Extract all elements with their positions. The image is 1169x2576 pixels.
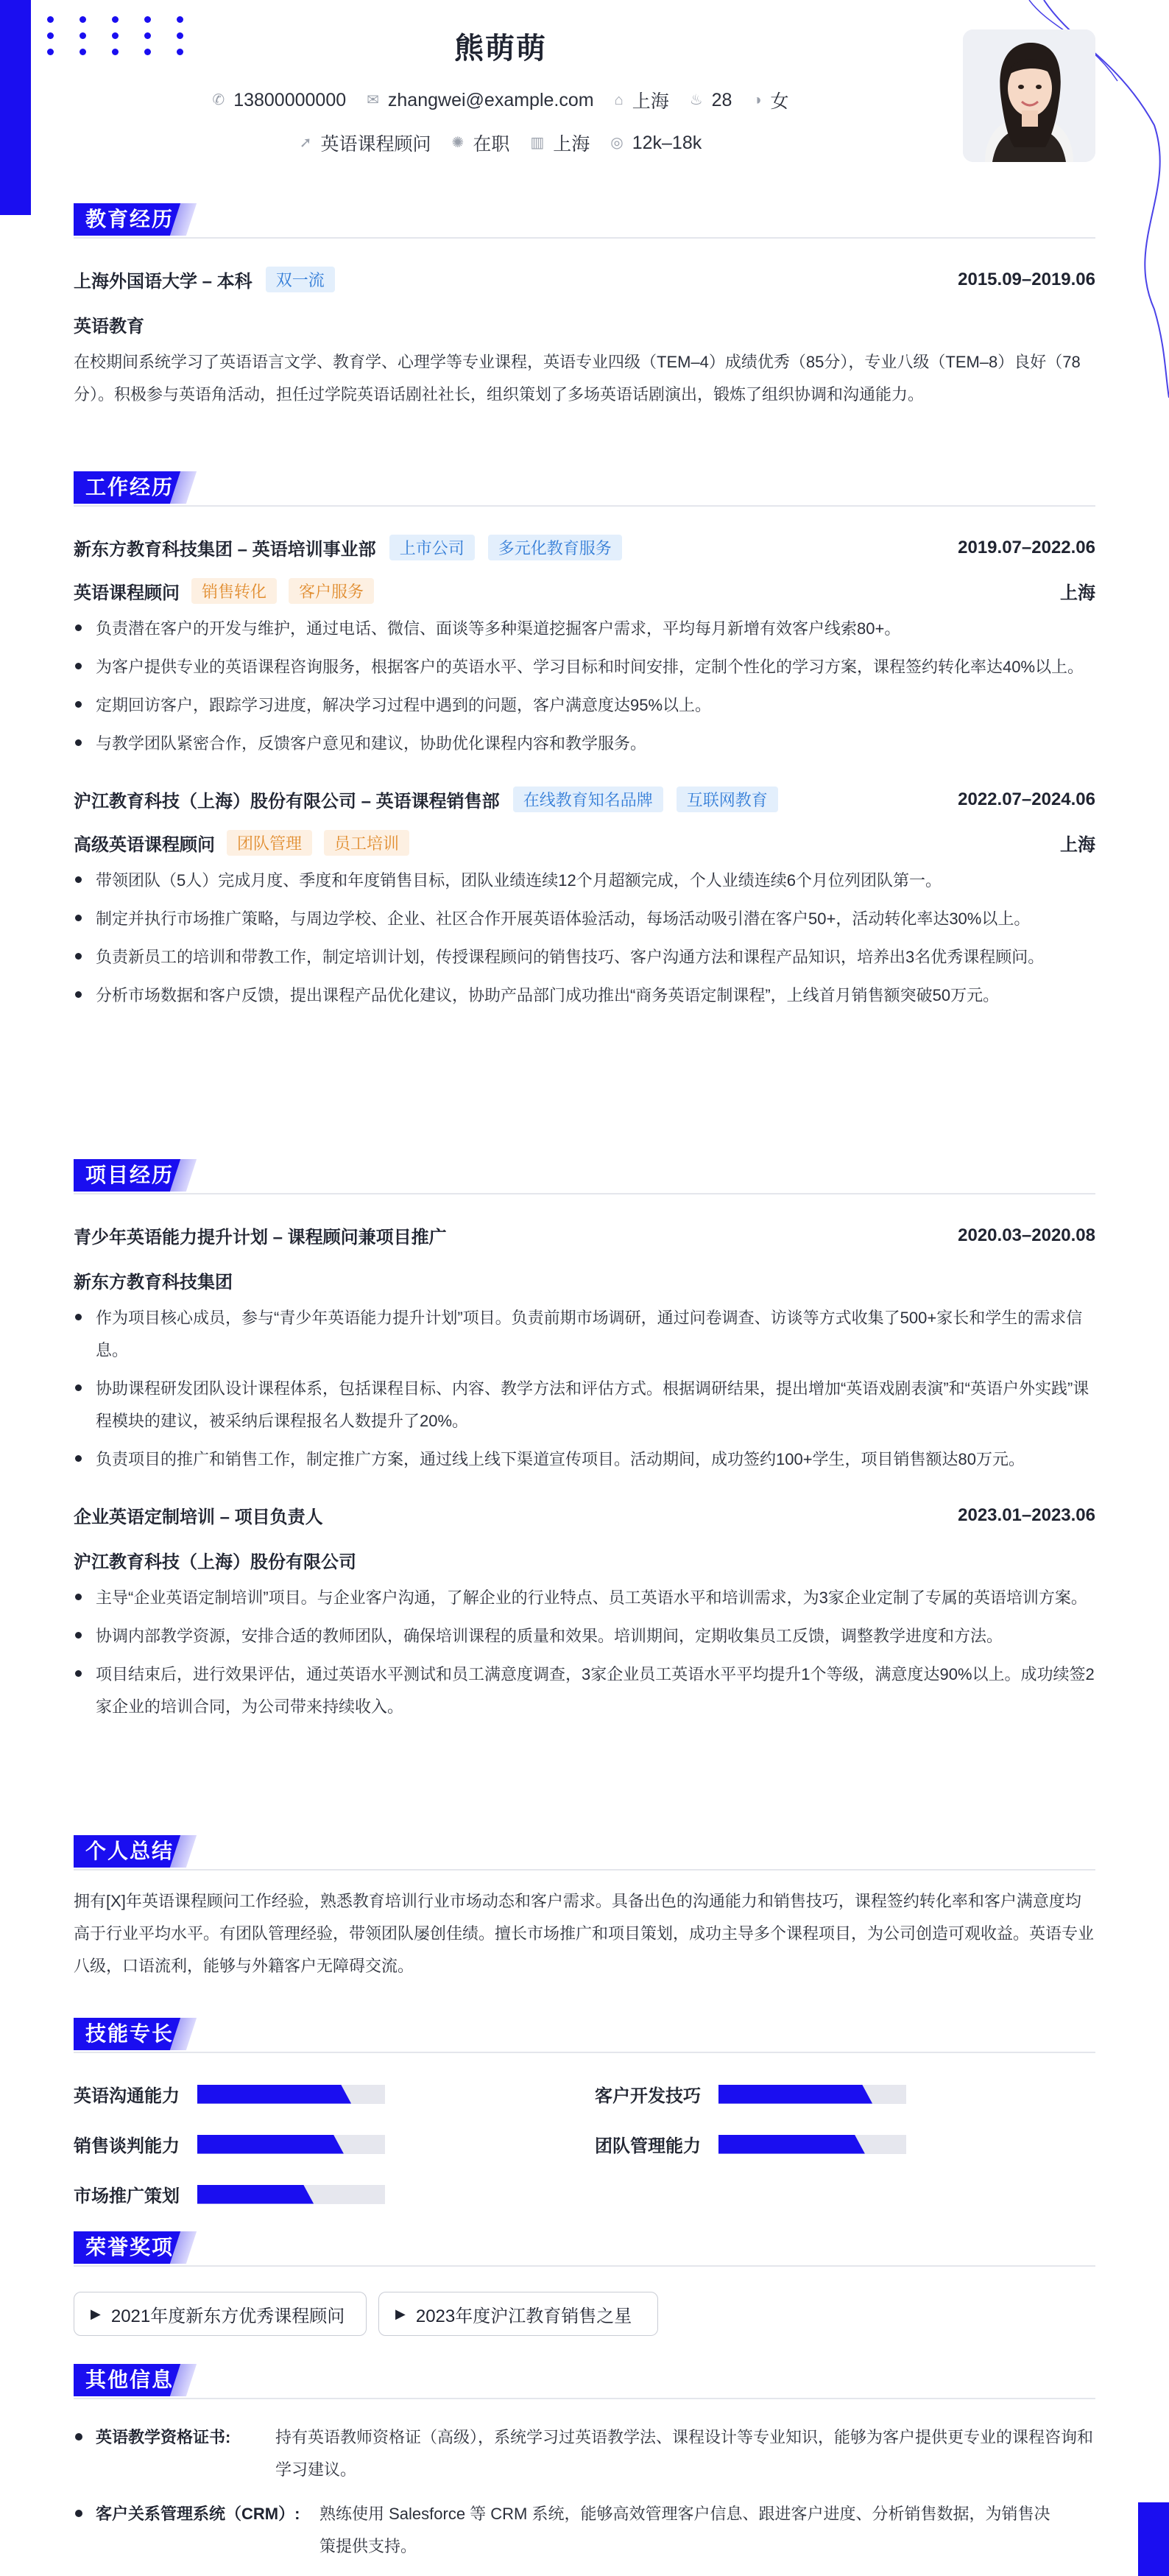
summary-title: 个人总结 (74, 1835, 186, 1868)
job-role: 高级英语课程顾问 (74, 835, 215, 855)
skill-bar-track (197, 2135, 385, 2154)
project-section (74, 1159, 1095, 1723)
other-item-label: 英语教学资格证书: (96, 2428, 231, 2446)
award-chip (74, 2292, 367, 2336)
contact-row (0, 87, 1001, 113)
other-header (74, 2364, 1095, 2399)
project-header (74, 1159, 1095, 1194)
play-icon: ▶ (91, 2306, 101, 2321)
phone-item (212, 90, 346, 111)
work-location: 上海 (1060, 835, 1095, 855)
age-text: 28 (711, 89, 732, 110)
email-text: zhangwei@example.com (387, 89, 594, 110)
skill-bar-track (718, 2135, 906, 2154)
project-bullet: 协调内部教学资源，安排合适的教师团队，确保培训课程的质量和效果。培训期间，定期收集员工反馈，调整教学进度和方法。 (74, 1620, 1095, 1653)
work-entry-2 (74, 786, 1095, 1012)
project-name: 企业英语定制培训 – 项目负责人 (74, 1507, 323, 1527)
skill-bar-track (718, 2085, 906, 2104)
education-section (74, 203, 1095, 411)
gender-icon: ◑ (752, 92, 762, 108)
work-entry-1-head (74, 535, 1095, 560)
role-tag: 员工培训 (324, 830, 409, 856)
job-intent-row (0, 130, 1001, 156)
candidate-name: 熊萌萌 (454, 32, 547, 65)
work-date: 2019.07–2022.06 (958, 537, 1095, 557)
work-entry-1 (74, 535, 1095, 760)
phone-icon: ✆ (212, 92, 225, 108)
role-tag: 销售转化 (191, 578, 277, 604)
gender-text: 女 (770, 91, 789, 112)
avatar (963, 29, 1095, 162)
work-entry-2-head (74, 786, 1095, 812)
skill-bar-fill (197, 2185, 314, 2204)
project-entry-2 (74, 1502, 1095, 1723)
target-city-item (530, 130, 590, 156)
cake-icon: ♨ (689, 92, 703, 108)
job-role: 英语课程顾问 (74, 583, 180, 603)
company-name: 新东方教育科技集团 – 英语培训事业部 (74, 540, 376, 560)
work-entry-2-role-row (74, 830, 1095, 856)
work-date: 2022.07–2024.06 (958, 789, 1095, 809)
work-bullet: 负责新员工的培训和带教工作，制定培训计划，传授课程顾问的销售技巧、客户沟通方法和课程产品知识，培养出3名优秀课程顾问。 (74, 941, 1095, 974)
project-entry-2-head (74, 1502, 1095, 1528)
education-header (74, 203, 1095, 239)
skill-name: 客户开发技巧 (595, 2086, 701, 2106)
salary-text: 12k–18k (632, 132, 702, 153)
project-title: 项目经历 (74, 1159, 186, 1192)
skill-item (595, 2081, 906, 2107)
school-tag: 双一流 (266, 267, 335, 292)
skill-bar-fill (197, 2135, 344, 2154)
education-date: 2015.09–2019.06 (958, 269, 1095, 289)
work-section (74, 471, 1095, 1012)
project-date: 2020.03–2020.08 (958, 1225, 1095, 1245)
gender-item (752, 87, 788, 113)
award-label: 2023年度沪江教育销售之星 (415, 2306, 632, 2326)
building-icon: ▥ (530, 135, 545, 151)
awards-header (74, 2231, 1095, 2267)
company-tag: 互联网教育 (677, 786, 778, 812)
work-entry-1-role-row (74, 578, 1095, 604)
project-date: 2023.01–2023.06 (958, 1505, 1095, 1525)
skill-item (74, 2131, 385, 2157)
other-item-text: 熟练使用 Salesforce 等 CRM 系统，能够高效管理客户信息、跟进客户进度、分析销售数据，为销售决策提供支持。 (319, 2505, 1050, 2555)
project-org: 新东方教育科技集团 (74, 1273, 233, 1292)
awards-title: 荣誉奖项 (74, 2231, 186, 2264)
send-icon: ➚ (299, 135, 312, 151)
education-title: 教育经历 (74, 203, 186, 236)
summary-text: 拥有[X]年英语课程顾问工作经验，熟悉教育培训行业市场动态和客户需求。具备出色的沟通能力和销售技巧，课程签约转化率和客户满意度均高于行业平均水平。有团队管理经验，带领团队屡创佳绩。擅长市场推广和项目策划，成功主导多个课程项目，为公司创造可观收益。英语专业八级，口语流利，能够与外籍客户无障碍交流。 (74, 1892, 1095, 1975)
status-text: 在职 (473, 134, 510, 155)
age-item (690, 90, 732, 111)
city-item (615, 87, 669, 113)
skill-bar-track (197, 2085, 385, 2104)
work-bullet: 定期回访客户，跟踪学习进度，解决学习过程中遇到的问题，客户满意度达95%以上。 (74, 689, 1095, 722)
project-bullet: 项目结束后，进行效果评估，通过英语水平测试和员工满意度调查，3家企业员工英语水平平均提升1个等级，满意度达90%以上。成功续签2家企业的培训合同，为公司带来持续收入。 (74, 1658, 1095, 1723)
school-name: 上海外国语大学 – 本科 (74, 272, 252, 292)
skill-bar-track (197, 2185, 385, 2204)
work-bullet: 与教学团队紧密合作，反馈客户意见和建议，协助优化课程内容和教学服务。 (74, 728, 1095, 760)
other-title: 其他信息 (74, 2364, 186, 2396)
email-item (367, 90, 593, 111)
status-item (452, 130, 510, 156)
skill-item (595, 2131, 906, 2157)
skill-bar-fill (718, 2135, 865, 2154)
skill-bar-fill (197, 2085, 351, 2104)
project-bullet: 负责项目的推广和销售工作，制定推广方案，通过线上线下渠道宣传项目。活动期间，成功签约100+学生，项目销售额达80万元。 (74, 1443, 1095, 1476)
skills-title: 技能专长 (74, 2018, 186, 2050)
home-icon: ⌂ (614, 92, 624, 108)
project-entry-1 (74, 1222, 1095, 1476)
company-tag: 在线教育知名品牌 (513, 786, 663, 812)
award-chip (378, 2292, 658, 2336)
position-item (300, 130, 431, 156)
project-org: 沪江教育科技（上海）股份有限公司 (74, 1552, 356, 1572)
work-header (74, 471, 1095, 507)
work-bullet: 制定并执行市场推广策略，与周边学校、企业、社区合作开展英语体验活动，每场活动吸引潜在客户50+，活动转化率达30%以上。 (74, 903, 1095, 935)
skills-section (74, 2018, 1095, 2053)
education-entry-head (74, 267, 1095, 292)
project-bullet: 主导“企业英语定制培训”项目。与企业客户沟通，了解企业的行业特点、员工英语水平和培训需求，为3家企业定制了专属的英语培训方案。 (74, 1582, 1095, 1614)
work-bullet: 为客户提供专业的英语课程咨询服务，根据客户的英语水平、学习目标和时间安排，定制个性化的学习方案，课程签约转化率达40%以上。 (74, 651, 1095, 683)
work-bullet: 负责潜在客户的开发与维护，通过电话、微信、面谈等多种渠道挖掘客户需求，平均每月新增有效客户线索80+。 (74, 613, 1095, 645)
education-description: 在校期间系统学习了英语语言文学、教育学、心理学等专业课程，英语专业四级（TEM–4）成绩优秀（85分），专业八级（TEM–8）良好（78分）。积极参与英语角活动，担任过学院英语话剧社社长，组织策划了多场英语话剧演出，锻炼了组织协调和沟通能力。 (74, 353, 1081, 404)
work-bullet: 带领团队（5人）完成月度、季度和年度销售目标，团队业绩连续12个月超额完成，个人业绩连续6个月位列团队第一。 (74, 865, 1095, 897)
awards-section (74, 2231, 1095, 2267)
role-tag: 团队管理 (227, 830, 312, 856)
role-tag: 客户服务 (289, 578, 374, 604)
company-tag: 多元化教育服务 (488, 535, 622, 560)
work-title: 工作经历 (74, 471, 186, 504)
award-label: 2021年度新东方优秀课程顾问 (110, 2306, 345, 2326)
other-item-label: 客户关系管理系统（CRM）: (96, 2505, 300, 2523)
summary-header (74, 1835, 1095, 1871)
city-text: 上海 (632, 91, 669, 112)
other-section (74, 2364, 1095, 2563)
skill-name: 团队管理能力 (595, 2136, 701, 2156)
project-name: 青少年英语能力提升计划 – 课程顾问兼项目推广 (74, 1228, 447, 1247)
company-tag: 上市公司 (389, 535, 475, 560)
summary-section (74, 1835, 1095, 1982)
mail-icon: ✉ (367, 92, 379, 108)
project-bullet: 协助课程研发团队设计课程体系，包括课程目标、内容、教学方法和评估方式。根据调研结果，提出增加“英语戏剧表演”和“英语户外实践”课程模块的建议，被采纳后课程报名人数提升了20%。 (74, 1373, 1095, 1437)
work-location: 上海 (1060, 583, 1095, 603)
skills-header (74, 2018, 1095, 2053)
project-bullet: 作为项目核心成员，参与“青少年英语能力提升计划”项目。负责前期市场调研，通过问卷调查、访谈等方式收集了500+家长和学生的需求信息。 (74, 1302, 1095, 1367)
bottom-right-accent-bar (1138, 2502, 1169, 2576)
play-icon: ▶ (395, 2306, 406, 2321)
status-icon: ✺ (451, 135, 465, 151)
salary-item (610, 133, 702, 154)
other-item (74, 2421, 1095, 2486)
project-entry-1-head (74, 1222, 1095, 1248)
work-bullet: 分析市场数据和客户反馈，提出课程产品优化建议，协助产品部门成功推出“商务英语定制课程”，上线首月销售额突破50万元。 (74, 979, 1095, 1012)
other-item-text: 持有英语教师资格证（高级），系统学习过英语教学法、课程设计等专业知识，能够为客户提供更专业的课程咨询和学习建议。 (275, 2428, 1094, 2479)
skill-bar-fill (718, 2085, 872, 2104)
skill-name: 英语沟通能力 (74, 2086, 180, 2106)
skill-item (74, 2181, 385, 2207)
phone-text: 13800000000 (233, 89, 347, 110)
company-name: 沪江教育科技（上海）股份有限公司 – 英语课程销售部 (74, 792, 500, 812)
skill-name: 销售谈判能力 (74, 2136, 180, 2156)
other-item (74, 2498, 1095, 2563)
skill-name: 市场推广策划 (74, 2186, 180, 2206)
target-city-text: 上海 (553, 134, 590, 155)
salary-icon: ◎ (610, 135, 624, 151)
position-text: 英语课程顾问 (320, 134, 431, 155)
skill-item (74, 2081, 385, 2107)
major: 英语教育 (74, 317, 144, 337)
